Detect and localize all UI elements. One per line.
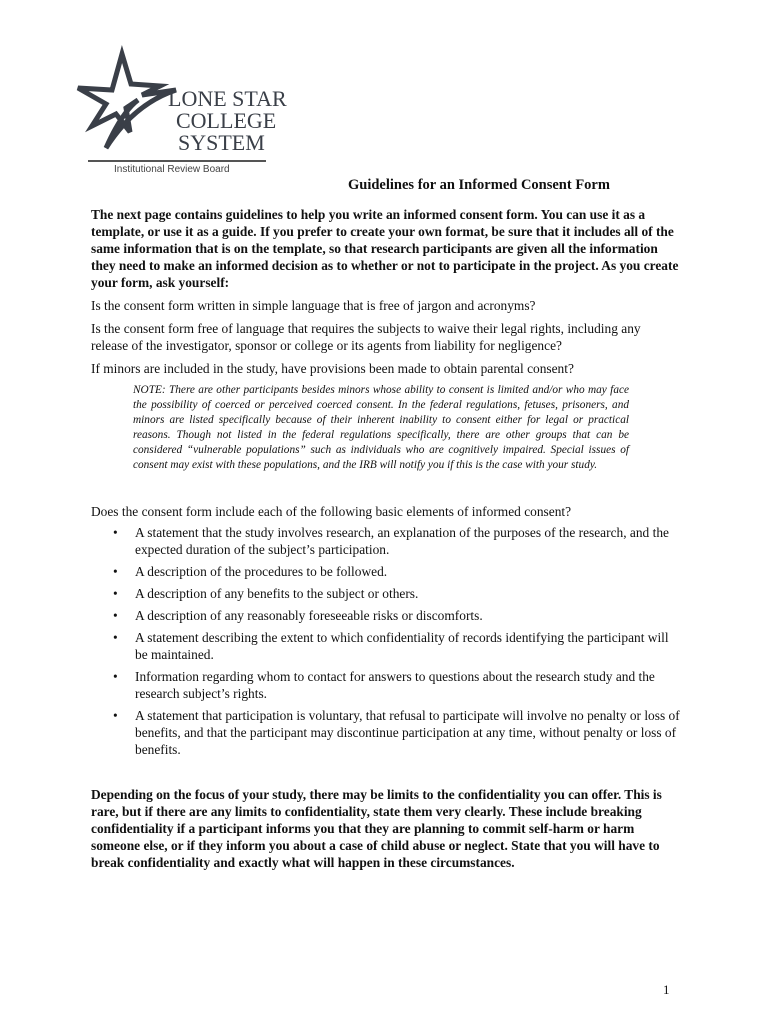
intro-paragraph: The next page contains guidelines to help you write an informed consent form. You can use it as a template, or use it as a guide. If you prefer to create your own format, be sure that it includes all of the same information that is on the template, so that research participants are given all the information they need to make an informed decision as to whether or not to participate in the project. As you create your form, ask yourself: bbox=[91, 207, 679, 290]
question-simple-language: Is the consent form written in simple language that is free of jargon and acronyms? bbox=[91, 298, 536, 313]
question-waive-rights: Is the consent form free of language that requires the subjects to waive their legal rights, including any release of the investigator, sponsor or college or its agents from liability for negligence? bbox=[91, 321, 641, 353]
question-parental-consent: If minors are included in the study, have provisions been made to obtain parental consent? bbox=[91, 361, 574, 376]
list-item bbox=[91, 707, 681, 758]
list-item bbox=[91, 524, 681, 558]
logo-name-line2: COLLEGE bbox=[176, 108, 277, 133]
list-item-text: A statement that participation is voluntary, that refusal to participate will involve no penalty or loss of benefits, and that the participant may discontinue participation at any time, without penalty or loss of benefits. bbox=[135, 708, 680, 757]
bullet-icon: • bbox=[113, 630, 118, 645]
bullet-icon: • bbox=[113, 586, 118, 601]
confidentiality-paragraph: Depending on the focus of your study, there may be limits to the confidentiality you can offer. This is rare, but if there are any limits to confidentiality, state them very clearly. These include breaking confidentiality if a participant informs you that they are planning to commit self-harm or harm someone else, or if they inform you about a case of child abuse or neglect. State that you will have to break confidentiality and exactly what will happen in these circumstances. bbox=[91, 787, 662, 870]
list-item bbox=[91, 607, 681, 624]
list-item bbox=[91, 629, 681, 663]
list-item-text: A description of any reasonably foreseeable risks or discomforts. bbox=[135, 608, 483, 623]
list-item bbox=[91, 668, 681, 702]
question-basic-elements: Does the consent form include each of the following basic elements of informed consent? bbox=[91, 504, 572, 519]
bullet-icon: • bbox=[113, 525, 118, 540]
page-number: 1 bbox=[663, 982, 670, 997]
bullet-icon: • bbox=[113, 564, 118, 579]
note-paragraph: NOTE: There are other participants besides minors whose ability to consent is limited and/or who may face the possibility of coerced or perceived coerced consent. In the federal regulations, fetuses, prisoners, and minors are listed specifically because of their inherent inability to consent either for legal or practical reasons. Though not listed in the federal regulations specifically, there are other groups that can be considered “vulnerable populations” such as individuals who are cognitively impaired. Special issues of consent may exist with these populations, and the IRB will notify you if this is the case with your study. bbox=[133, 384, 629, 471]
star-icon bbox=[72, 48, 287, 160]
list-item-text: A statement describing the extent to which confidentiality of records identifying the participant will be maintained. bbox=[135, 630, 669, 662]
logo-caption: Institutional Review Board bbox=[114, 164, 230, 175]
document-body bbox=[91, 206, 681, 884]
list-item bbox=[91, 563, 681, 580]
logo-divider bbox=[88, 160, 266, 162]
logo-name-line1: LONE STAR bbox=[168, 86, 287, 111]
list-item-text: A description of the procedures to be followed. bbox=[135, 564, 388, 579]
list-item bbox=[91, 585, 681, 602]
lone-star-college-logo bbox=[72, 48, 287, 180]
elements-list bbox=[91, 524, 681, 758]
document-title: Guidelines for an Informed Consent Form bbox=[348, 177, 610, 193]
list-item-text: A statement that the study involves research, an explanation of the purposes of the research, and the expected duration of the subject’s participation. bbox=[135, 525, 669, 557]
bullet-icon: • bbox=[113, 708, 118, 723]
bullet-icon: • bbox=[113, 669, 118, 684]
list-item-text: Information regarding whom to contact for answers to questions about the research study and the research subject’s rights. bbox=[135, 669, 655, 701]
logo-name-line3: SYSTEM bbox=[178, 130, 265, 155]
bullet-icon: • bbox=[113, 608, 118, 623]
list-item-text: A description of any benefits to the subject or others. bbox=[135, 586, 419, 601]
